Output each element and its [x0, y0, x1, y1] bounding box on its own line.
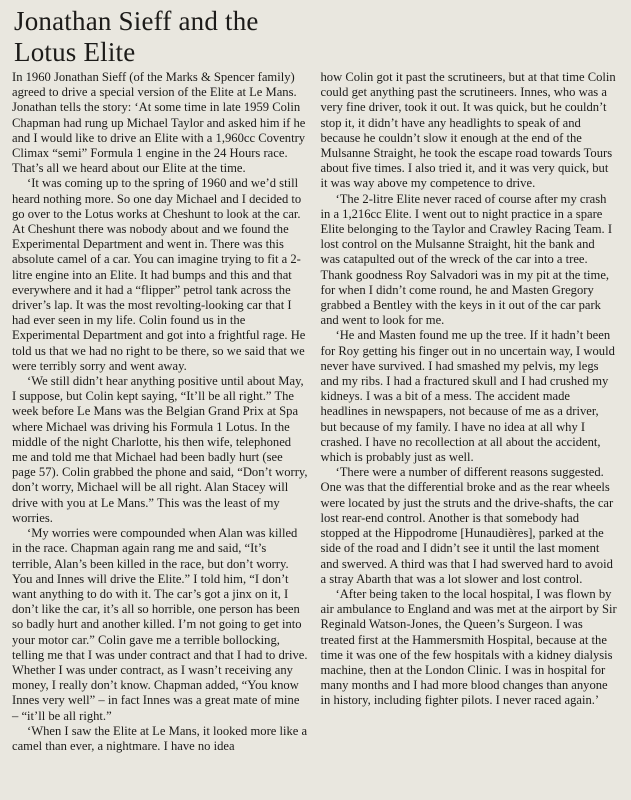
paragraph: ‘There were a number of different reasons suggested. One was that the differential broke and as the rear wheels were located by just the struts and the drive-shafts, the car lost rear-end control. Another is that somebody had stopped at the Hippodrome [Hunaudières], parked at the side of the road and I didn’t see it until the last moment and swerved. A third was that I had swerved hard to avoid a stray Abarth that was a lot slower and lost control. [320, 465, 614, 586]
right-column [321, 70, 618, 800]
paragraph: ‘My worries were compounded when Alan was killed in the race. Chapman again rang me and said, “It’s terrible, Alan’s been killed in the race, but don’t worry. You and Innes will drive the Elite.” I told him, “I don’t want anything to do with it. The car’s got a jinx on it, I don’t like the car, it’s all so horrible, one person has been so badly hurt and another killed. I’m not going to get into your motor car.” Colin gave me a terrible bollocking, telling me that I was under contract and that I had to drive. Whether I was under contract, as I wasn’t receiving any money, I really don’t know. Chapman added, “You know Innes very well” – in fact Innes was a great mate of mine – “it’ll be all right.” [12, 526, 308, 723]
paragraph: ‘He and Masten found me up the tree. If it hadn’t been for Roy getting his finger out in no uncertain way, I would never have survived. I had smashed my pelvis, my legs and my ribs. I had a fractured skull and I had crushed my kidneys. I was a bit of a mess. The accident made headlines in newspapers, not because of me as a driver, but because of my family. I have no idea at all why I crashed. I have no recollection at all about the accident, which is probably just as well. [320, 328, 615, 465]
text-columns [12, 70, 617, 800]
left-column [12, 70, 309, 800]
paragraph: ‘The 2-litre Elite never raced of course after my crash in a 1,216cc Elite. I went out to night practice in a spare Elite belonging to the Taylor and Crawley Racing Team. I lost control on the Mulsanne Straight, hit the bank and was catapulted out of the wreck of the car into a tree. Thank goodness Roy Salvadori was in my pit at the time, for when I didn’t come round, he and Masten Gregory grabbed a Bentley with the keys in it out of the car park and went to look for me. [320, 191, 613, 328]
paragraph: ‘When I saw the Elite at Le Mans, it looked more like a camel than ever, a nightmare. I have no idea [12, 723, 308, 753]
title-line-2: Lotus Elite [14, 37, 136, 67]
page-title [14, 6, 617, 68]
paragraph: In 1960 Jonathan Sieff (of the Marks & Spencer family) agreed to drive a special version of the Elite at Le Mans. Jonathan tells the story: ‘At some time in late 1959 Colin Chapman had rung up Michael Taylor and asked him if he and I would like to drive an Elite with a 1,960cc Coventry Climax “semi” Formula 1 engine in the 24 Hours race. That’s all we heard about our Elite at the time. [12, 70, 306, 176]
paragraph: ‘We still didn’t hear anything positive until about May, I suppose, but Colin kept saying, “It’ll be all right.” The week before Le Mans was the Belgian Grand Prix at Spa where Michael was driving his Formula 1 Lotus. In the middle of the night Charlotte, his then wife, telephoned me and told me that Michael had been badly hurt (see page 57). Colin grabbed the phone and said, “Don’t worry, don’t worry, Michael will be all right. Alan Stacey will drive with you at Le Mans.” This was the least of my worries. [12, 374, 308, 525]
paragraph: ‘After being taken to the local hospital, I was flown by air ambulance to England and was met at the airport by Sir Reginald Watson-Jones, the Queen’s Surgeon. I was treated first at the Hammersmith Hospital, because at the time it was one of the few hospitals with a kidney dialysis machine, then at the London Clinic. I was in hospital for many months and I had more blood changes than anyone in history, including fighter pilots. I never raced again.’ [320, 586, 617, 708]
title-line-1: Jonathan Sieff and the [14, 6, 259, 36]
paragraph: ‘It was coming up to the spring of 1960 and we’d still heard nothing more. So one day Michael and I decided to go over to the Lotus works at Cheshunt to look at the car. At Cheshunt there was nobody about and we found the Experimental Department and went in. There was this absolute camel of a car. You can imagine trying to fit a 2-litre engine into an Elite. It had bumps and this and that everywhere and it had a “flipper” petrol tank across the driver’s lap. It was the most revolting-looking car that I had ever seen in my life. Colin found us in the Experimental Department and got into a frightful rage. He told us that we had no right to be there, so we said that we were terribly sorry and went away. [12, 176, 306, 373]
paragraph: how Colin got it past the scrutineers, but at that time Colin could get anything past the scrutineers. Innes, who was a very fine driver, took it out. It was quick, but he couldn’t stop it, it didn’t have any headlights to speak of and because he couldn’t slow it enough at the end of the Mulsanne Straight, he took the escape road towards Tours about five times. I also tried it, and it was very quick, but it was way above my competence to drive. [320, 70, 616, 191]
